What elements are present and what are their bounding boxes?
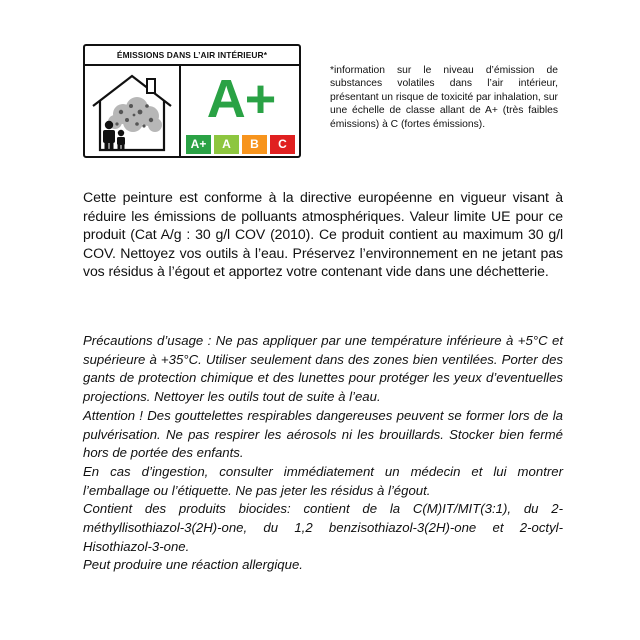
emission-scale — [186, 135, 295, 154]
emission-grade: A+ — [206, 69, 276, 129]
precautions-warning: Attention ! Des gouttelettes respirables dangereuses peuvent se former lors de la pulvérisation. Ne pas respirer les aérosols ni les brouillards. Stocker bien fermé hors de portée des enfants. — [83, 407, 563, 461]
scale-a: A — [214, 135, 239, 154]
label-divider — [179, 66, 181, 158]
scale-c: C — [270, 135, 295, 154]
label-footnote: *information sur le niveau d’émission de substances volatiles dans l’air intérieur, présentant un risque de toxicité par inhalation, sur une échelle de classe allant de A+ (très faibles émissions) à C (fortes émissions). — [330, 65, 558, 130]
precautions-ingestion: En cas d’ingestion, consulter immédiatement un médecin et lui montrer l’emballage ou l’étiquette. Ne pas jeter les résidus à l’égout. — [83, 463, 563, 498]
precautions-section — [83, 332, 563, 575]
precautions-allergy: Peut produire une réaction allergique. — [83, 557, 303, 573]
compliance-paragraph: Cette peinture est conforme à la directive européenne en vigueur visant à réduire les émissions de polluants atmosphériques. Valeur limite UE pour ce produit (Cat A/g : 30 g/l COV (2010). Ce produit contient au maximum 30 g/l COV. Nettoyez vos outils à l’eau. Préservez l’environnement en ne jetant pas vos résidus à l’égout et apportez votre contenant vide dans une déchetterie. — [83, 189, 563, 279]
emissions-label — [83, 44, 301, 158]
label-title: ÉMISSIONS DANS L’AIR INTÉRIEUR* — [85, 46, 299, 66]
scale-b: B — [242, 135, 267, 154]
house-pollution-icon — [89, 70, 175, 154]
precautions-biocides: Contient des produits biocides: contient de la C(M)IT/MIT(3:1), du 2-méthyllisothiazol-3(2H)-one, du 1,2 benzisothiazol-3(2H)-one et 2-octyl-Hisothiazol-3-one. — [83, 501, 563, 554]
scale-a-plus: A+ — [186, 135, 211, 154]
precautions-usage: Précautions d’usage : Ne pas appliquer par une température inférieure à +5°C et supérieure à +35°C. Utiliser seulement dans des zones bien ventilées. Porter des gants de protection chimique et des lunettes pour protéger les yeux d’eventuelles projections. Nettoyer les outils tout de suite à l’eau. — [83, 333, 563, 405]
